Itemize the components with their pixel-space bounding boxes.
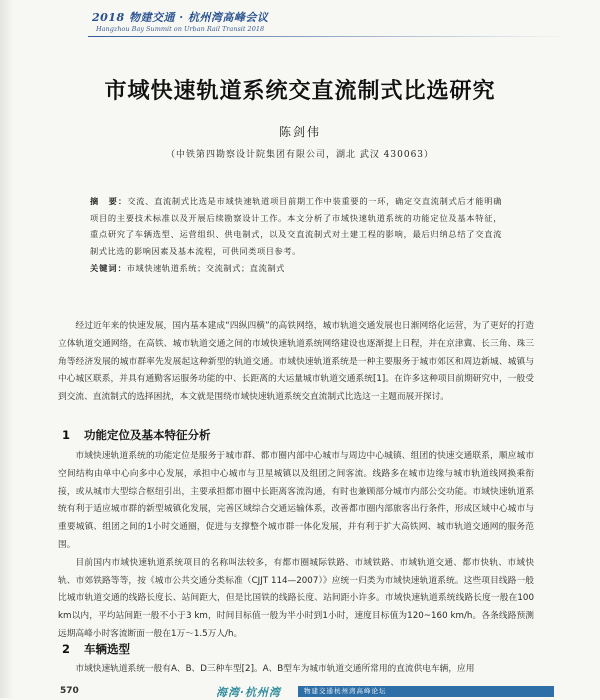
paper-title: 市域快速轨道系统交直流制式比选研究 bbox=[104, 79, 496, 104]
abstract-text: 交流、直流制式比选是市域快速轨道项目前期工作中装重要的一环，确定交直流制式后才能明确项目的主要技术标准以及开展后续勘察设计工作。本文分析了市域快速轨道系统的功能定位及基本特征，重点研究了车辆选型、运营组织、供电制式，以及交直流制式对土建工程的影响，最后归纳总结了交直流制式比选的影响因素及基本流程，可供同类项目参考。 bbox=[90, 196, 502, 256]
intro-paragraph: 经过近年来的快速发展，国内基本建成“四纵四横”的高铁网络，城市轨道交通发展也日渐网络化运营，为了更好的打造立体轨道交通网络，在高铁、城市轨道交通之间的市域快速轨道系统网络建设也逐渐提上日程，并在京津冀、长三角、珠三角等经济发展的城市群率先发展起这种新型的轨道交通。市域快速轨道系统是一种主要服务于城市郊区和周边新城、城镇与中心城区联系，并具有通勤客运服务功能的中、长距离的大运量城市轨道交通系统[1]。在许多这种项目前期研究中，一般受到交流、直流制式的选择困扰，本文就是围绕市域快速轨道系统交直流制式比选这一主题而展开探讨。 bbox=[58, 321, 534, 403]
keywords-label: 关键词： bbox=[90, 263, 127, 274]
paper-affiliation: （中铁第四勘察设计院集团有限公司，湖北 武汉 430063） bbox=[165, 150, 435, 160]
section-2-number: 2 bbox=[62, 642, 71, 656]
footer-brand-logo: 海湾·杭州湾 bbox=[216, 686, 281, 699]
paper-author: 陈剑伟 bbox=[278, 125, 321, 139]
keywords bbox=[90, 260, 502, 277]
conference-title: 2018 物建交通 · 杭州湾高峰会议 bbox=[92, 11, 269, 24]
section-1-number: 1 bbox=[62, 428, 71, 442]
section-2-body bbox=[58, 661, 534, 679]
conference-subtitle: Hangzhou Bay Summit on Urban Rail Transit 2018 bbox=[96, 25, 265, 33]
page-number: 570 bbox=[60, 686, 79, 696]
keywords-text: 市域快速轨道系统；交流制式；直流制式 bbox=[126, 263, 285, 274]
section-1-body bbox=[58, 448, 534, 644]
section-1-heading bbox=[62, 427, 211, 443]
abstract bbox=[90, 193, 502, 259]
section-1-title: 功能定位及基本特征分析 bbox=[84, 428, 211, 442]
section-1-paragraph-2: 目前国内市域快速轨道系统项目的名称叫法较多，有都市圈城际铁路、市域铁路、市域轨道交通、都市快轨、市域快轨、市郊铁路等等，按《城市公共交通分类标准（CJJT 114—2007）》应统一归类为市域快速轨道系统。这些项目线路一般比城市轨道交通的线路长度长、站间距大，但是比国铁的线路长度、站间距小许多。市域快速轨道系统线路长度一般在100 km以内，平均站间距一般不小于3 km，时间目标值一般为半小时到1小时，速度目标值为120~160 km/h。各条线路预测远期高峰小时客流断面一般在1万～1.5万人/h。 bbox=[58, 557, 534, 639]
abstract-label: 摘 要： bbox=[90, 196, 128, 206]
conference-header bbox=[0, 0, 600, 44]
section-2-paragraph-1: 市域快速轨道系统一般有A、B、D三种车型[2]。A、B型车为城市轨道交通所常用的直流供电车辆，应用 bbox=[75, 664, 475, 674]
section-1-paragraph-1: 市域快速轨道系统的功能定位是服务于城市群、都市圈内部中心城市与周边中心城镇、组团的快速交通联系，顺应城市空间结构由单中心向多中心发展，承担中心城市与卫星城镇以及组团之间客流。线路多在城市边缘与城市轨道线网换乘衔接，或从城市大型综合枢纽引出，主要承担都市圈中长距离客流沟通，有时也兼顾部分城市内部公交功能。市域快速轨道系统有利于适应城市群的新型城镇化发展，完善区域综合交通运输体系，改善都市圈内部旅客出行条件，形成区域中心城市与重要城镇、组团之间的1小时交通圈，促进与支撑整个城市群一体化发展，并有利于扩大高铁网、城市轨道交通网的服务范围。 bbox=[58, 451, 534, 550]
section-2-title: 车辆选型 bbox=[84, 642, 130, 656]
intro-section bbox=[58, 318, 534, 407]
header-rule bbox=[88, 36, 568, 37]
page-footer bbox=[0, 686, 600, 698]
footer-tagline: 物建交通杭州湾高峰论坛 bbox=[298, 686, 554, 697]
section-2-heading bbox=[62, 641, 130, 657]
abstract-block bbox=[90, 193, 502, 277]
